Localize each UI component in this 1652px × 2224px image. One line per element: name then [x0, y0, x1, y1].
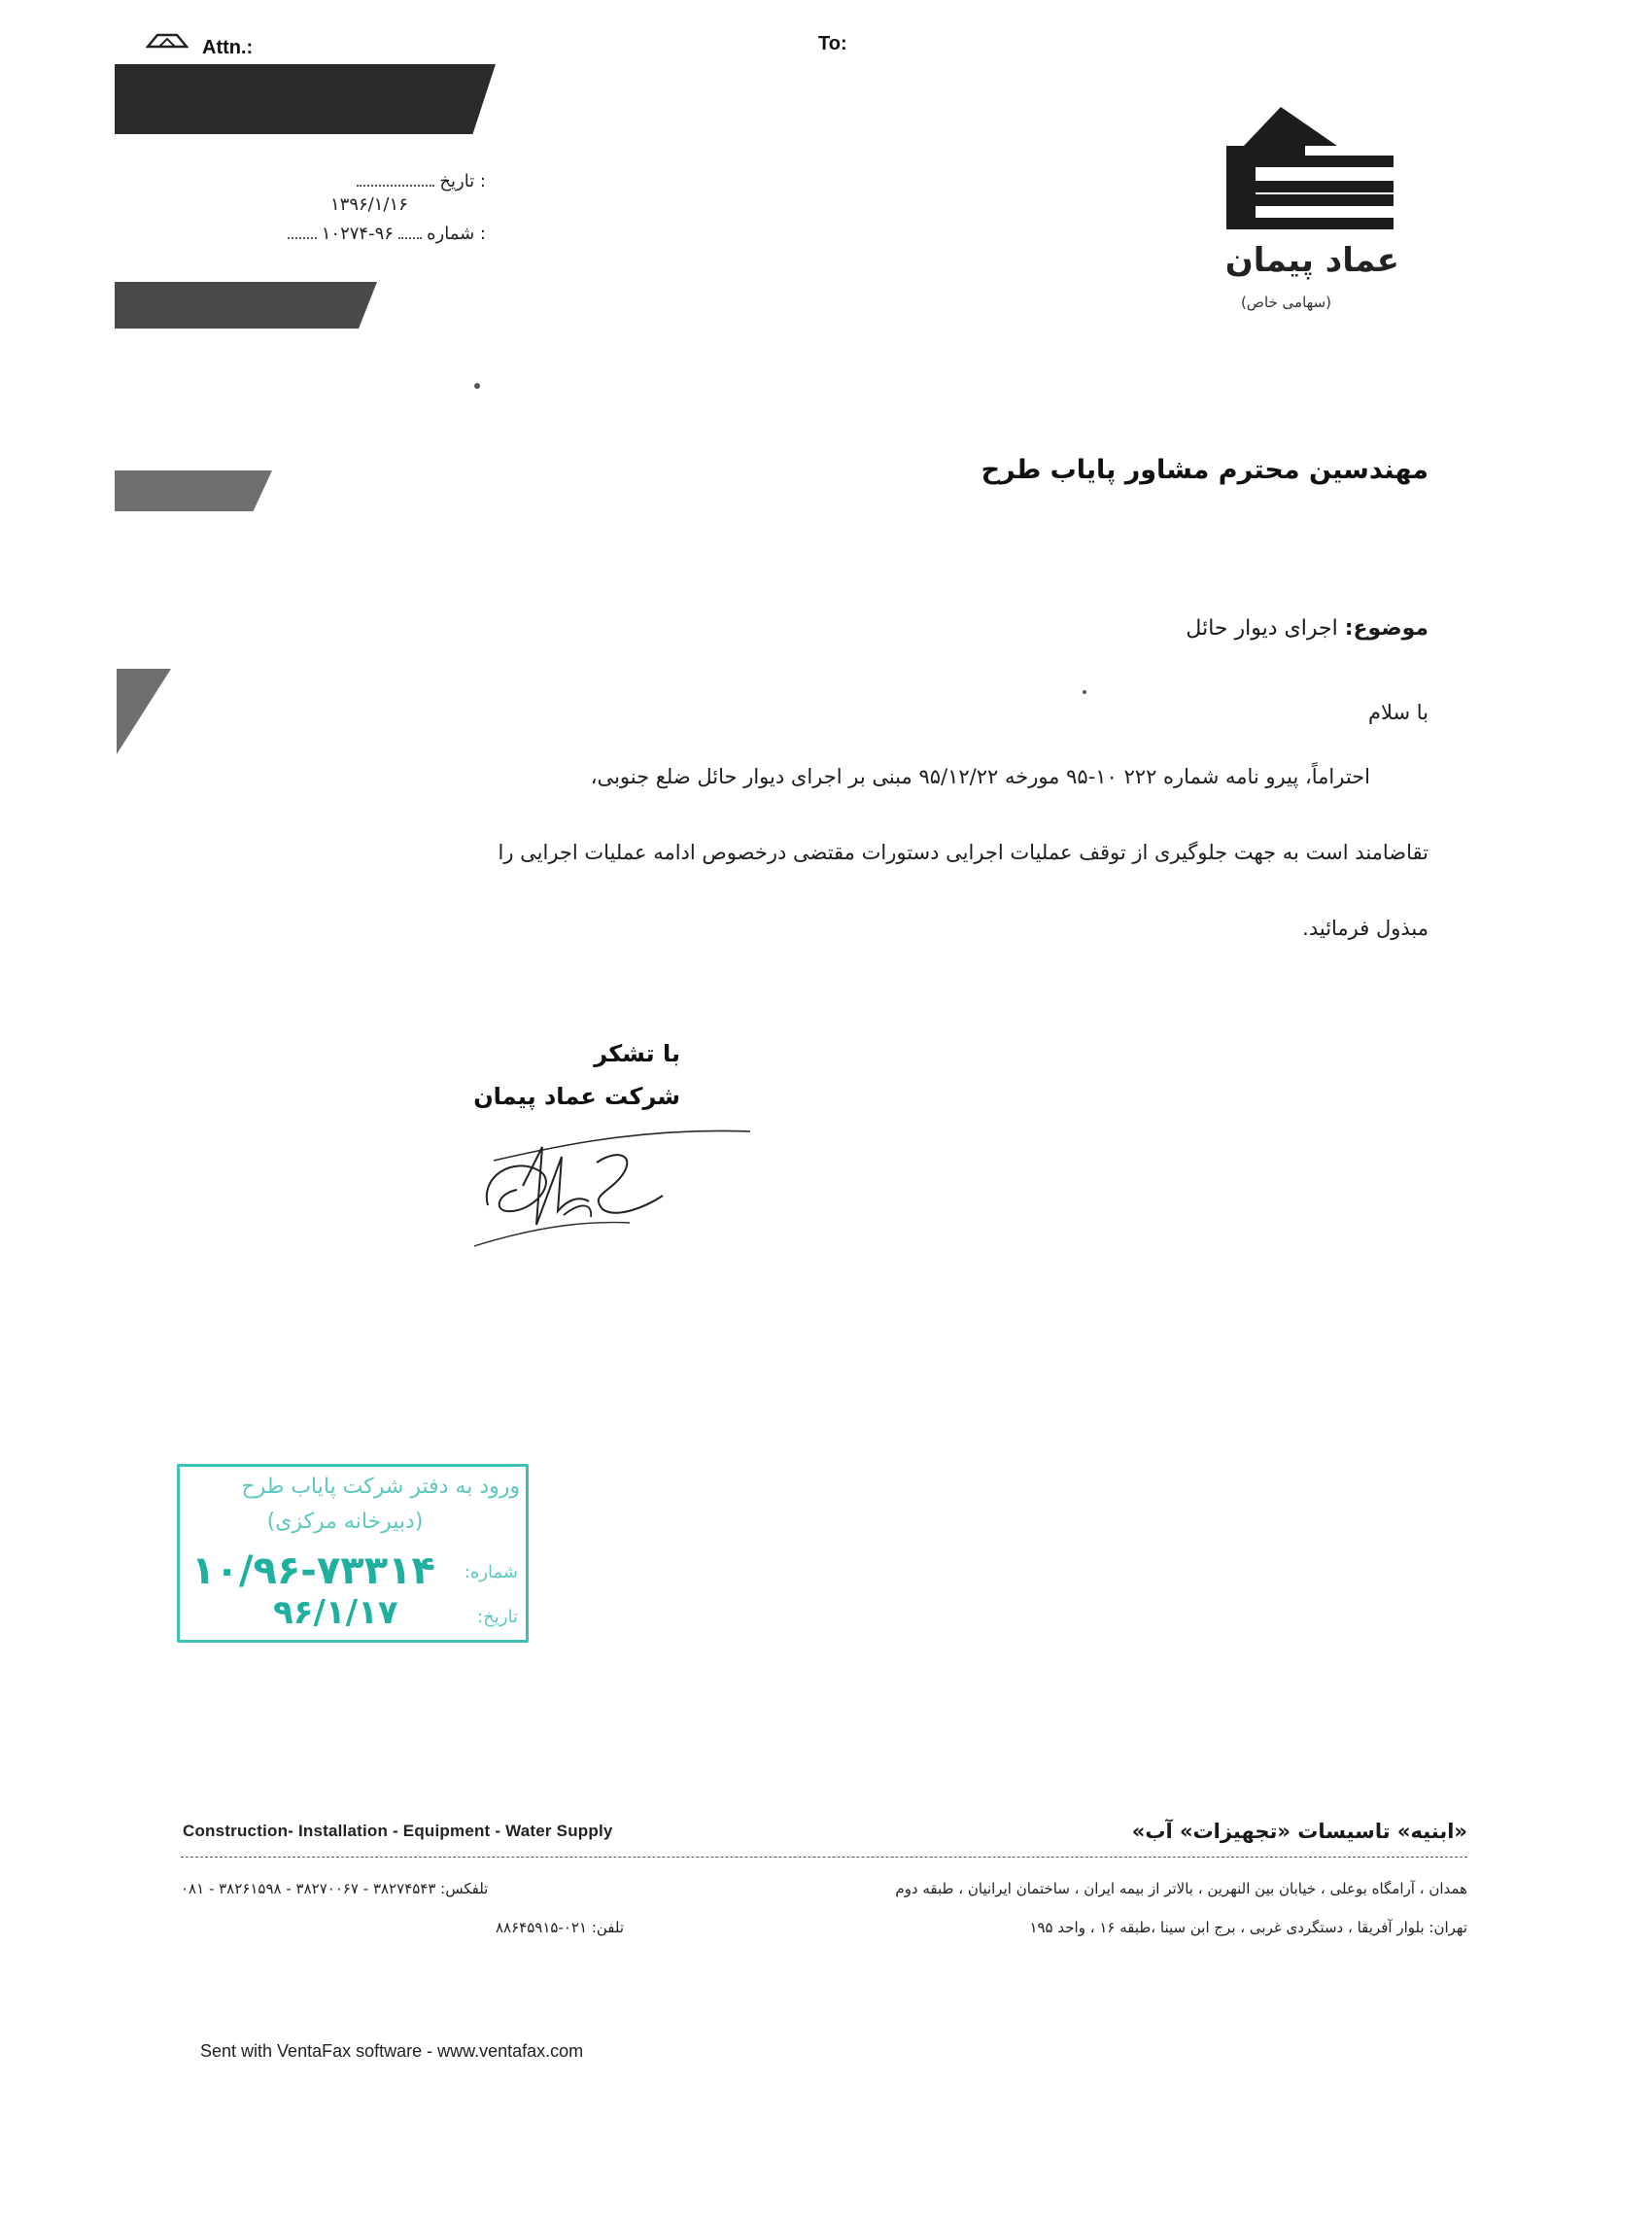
footer-divider: [181, 1857, 1467, 1858]
redaction-bar-top: [115, 64, 496, 134]
subject-text: اجرای دیوار حائل: [1186, 616, 1338, 641]
stamp-date-value: ۹۶/۱/۱۷: [273, 1593, 398, 1632]
greeting: با سلام: [1367, 701, 1428, 724]
number-row: [220, 224, 486, 244]
subject-line: [972, 616, 1428, 641]
redaction-bar-third: [115, 470, 272, 511]
stamp-line-2: (دبیرخانه مرکزی): [266, 1510, 424, 1534]
footer-services-fa: «ابنیه» تاسیسات «تجهیزات» آب»: [1131, 1820, 1467, 1843]
body-paragraph-line-2: تقاضامند است به جهت جلوگیری از توقف عملیات اجرایی دستورات مقتضی درخصوص ادامه عملیات اجرایی را: [498, 841, 1428, 864]
footer-hamedan-fax: تلفکس: ۳۸۲۷۴۵۴۳ - ۳۸۲۷۰۰۶۷ - ۳۸۲۶۱۵۹۸ - ۰۸۱: [181, 1880, 489, 1897]
number-label: : شماره: [427, 224, 486, 244]
body-paragraph-line-3: مبذول فرمائید.: [1302, 917, 1428, 940]
receipt-stamp: [177, 1464, 529, 1643]
company-logo-type: (سهامی خاص): [1240, 294, 1331, 311]
recipient-line: مهندسین محترم مشاور پایاب طرح: [981, 455, 1428, 485]
company-logo-name: عماد پیمان: [1224, 241, 1399, 280]
scan-speck: [474, 383, 480, 389]
stamp-line-1: ورود به دفتر شرکت پایاب طرح: [241, 1475, 520, 1499]
footer-tehran-phone: تلفن: ۰۲۱-۸۸۶۴۵۹۱۵: [496, 1919, 625, 1936]
company-logo-icon: [1222, 107, 1397, 239]
handwritten-signature-icon: [474, 1118, 756, 1254]
subject-label: موضوع:: [1344, 616, 1428, 641]
redaction-bar-fourth: [117, 669, 171, 754]
date-label: : تاریخ: [439, 171, 486, 191]
stamp-date-label: تاریخ:: [477, 1607, 518, 1627]
date-value: ۱۳۹۶/۱/۱۶: [330, 194, 408, 215]
signatory-line: شرکت عماد پیمان: [473, 1083, 680, 1110]
stamp-number-label: شماره:: [464, 1562, 518, 1582]
number-value: ۹۶-۱۰۲۷۴: [321, 224, 394, 244]
scan-speck: [1083, 690, 1086, 694]
fax-footer-text: Sent with VentaFax software - www.ventafax.com: [200, 2041, 584, 2061]
body-paragraph-line-1: احتراماً، پیرو نامه شماره ۲۲۲ ۱۰-۹۵ مورخه ۹۵/۱۲/۲۲ مبنی بر اجرای دیوار حائل ضلع جنوبی،: [590, 765, 1370, 788]
stamp-number-value: ۱۰/۹۶-۷۳۳۱۴: [191, 1548, 435, 1593]
attn-label: Attn.:: [202, 37, 254, 58]
footer-tehran-address: تهران: بلوار آفریقا ، دستگردی غربی ، برج ابن سینا ،طبقه ۱۶ ، واحد ۱۹۵: [1029, 1919, 1467, 1936]
closing-line: با تشکر: [594, 1040, 680, 1067]
date-row: [292, 171, 486, 191]
redaction-bar-second: [115, 282, 377, 329]
fax-header-icon: [146, 33, 189, 49]
to-label: To:: [818, 33, 847, 54]
footer-services-en: Construction- Installation - Equipment - Water Supply: [183, 1822, 613, 1840]
footer-hamedan-address: همدان ، آرامگاه بوعلی ، خیابان بین النهرین ، بالاتر از بیمه ایران ، ساختمان ایرانیان ، طبقه دوم: [895, 1880, 1467, 1897]
